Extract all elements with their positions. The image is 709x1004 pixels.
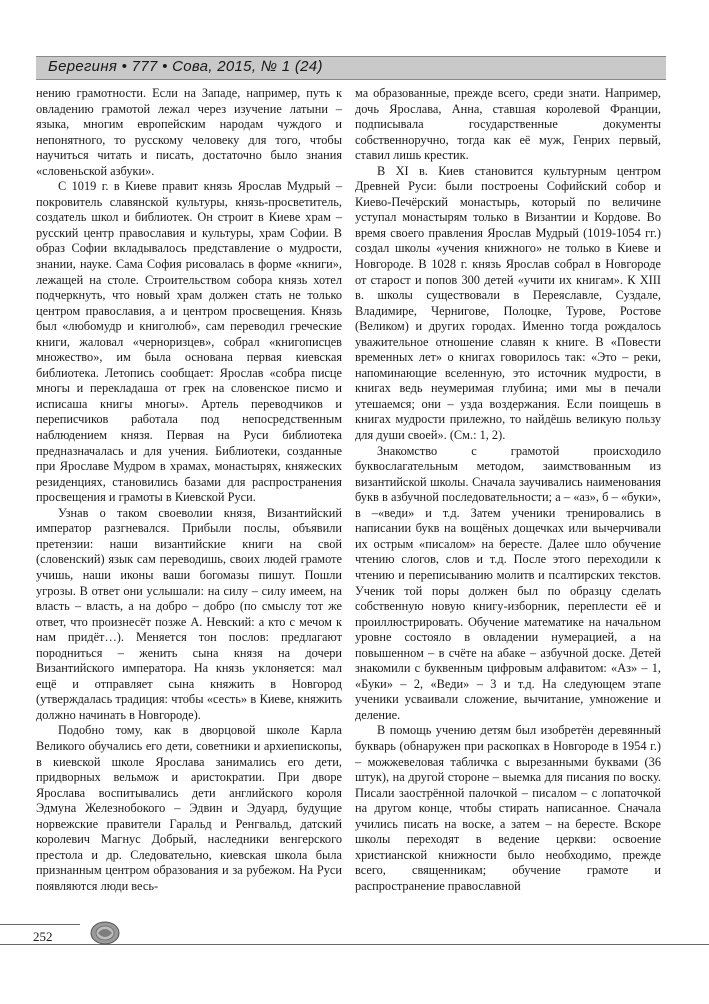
paragraph: С 1019 г. в Киеве правит князь Ярослав Мудрый – покровитель славянской культуры, князь-просветитель, создатель школ и библиотек. Он строит в Киеве храм – русский центр православия и культуры, храм Софии. В образ Софии вкладывалось представление о мудрости, знании, науке. Сама София рисовалась в форме «книги», лежащей на столе. Строительством собора князь хотел подчеркнуть, что новый храм должен стать не только центром православия, а и центром просвещения. Князь был «любомудр и книголюб», сам переводил греческие книги, жаловал «черноризцев», собрал «книгописцев множество», им была основана первая киевская библиотека. Летопись сообщает: Ярослав «собра писце многы и перекладаша от грек на словенское писмо и исписаша книгы многы». Артель переводчиков и переписчиков работала под непосредственным наблюдением князя. Первая на Руси библиотека предназначалась и для учения. Библиотеки, созданные при Ярославе Мудром в храмах, монастырях, княжеских резиденциях, становились базами для распространения просвещения и грамоты в Киевской Руси.	[36, 179, 342, 505]
right-column	[355, 86, 661, 894]
paragraph: нению грамотности. Если на Западе, например, путь к овладению грамотой лежал через изучение латыни – языка, многим европейским народам чуждого и непонятного, то русскому человеку для того, чтобы научиться читать и писать, достаточно было знания «словеньской азбуки».	[36, 86, 342, 178]
paragraph: В помощь учению детям был изобретён деревянный букварь (обнаружен при раскопках в Новгороде в 1954 г.) – можжевеловая табличка с вырезанными буквами (36 штук), на другой стороне – выемка для писания по воску. Писали заострённой палочкой – писалом – с лопаточкой на другом конце, чтобы стирать написанное. Сначала учились писать на воске, а затем – на бересте. Вскоре школы переходят в ведение церкви: освоение христианской книжности было необходимо, прежде всего, священникам; обучение грамоте и распространение православной	[355, 723, 661, 893]
page-number: 252	[33, 929, 53, 944]
paragraph: ма образованные, прежде всего, среди знати. Например, дочь Ярослава, Анна, ставшая королевой Франции, подписывала государственные документы собственноручно, тогда как её муж, Генрих первый, ставил лишь крестик.	[355, 86, 661, 163]
running-header	[36, 56, 666, 80]
paragraph: Знакомство с грамотой происходило буквослагательным методом, заимствованным из византийской школы. Сначала заучивались наименования букв в азбучной последовательности; а – «аз», б – «буки», в –«веди» и т.д. Затем ученики тренировались в написании букв на вощёных дощечках или вычерчивали их острым «писалом» на бересте. Далее шло обучение чтению слогов, слов и т.д. После этого переходили к чтению и переписыванию молитв и псалтирских текстов. Ученик той поры должен был по образцу сделать собственную новую книгу-изборник, переплести её и проиллюстрировать. Обучение математике на начальном уровне состояло в овладении нумерацией, а на повышенном – в счёте на абаке – азбучной доске. Детей знакомили с буквенным цифровым алфавитом: «Аз» – 1, «Буки» – 2, «Веди» – 3 и т.д. На следующем этапе ученики усваивали сложение, вычитание, умножение и деление.	[355, 443, 661, 722]
paragraph: В XI в. Киев становится культурным центром Древней Руси: были построены Софийский собор и Киево-Печёрский монастырь, который по величине уступал монастырям только в Византии и Кордове. Во время своего правления Ярослав Мудрый (1019-1054 гг.) создал школы «учения книжного» не только в Киеве и Новгороде. В 1028 г. князь Ярослав собрал в Новгороде от старост и попов 300 детей «учити их книгам». К XIII в. школы существовали в Переяславле, Суздале, Владимире, Чернигове, Полоцке, Турове, Ростове (Великом) и других городах. Именно тогда рождалось уважительное отношение славян к книге. В «Повести временных лет» о книгах говорилось так: «Это – реки, напоминающие вселенную, это источник мудрости, в книгах ведь неумеримая глубина; ими мы в печали утешаемся; они – узда воздержания. Если поищешь в книгах мудрости прилежно, то найдёшь великую пользу для души своей». (См.: 1, 2).	[355, 163, 661, 443]
journal-emblem-icon	[90, 921, 120, 945]
footer-rule-upper	[0, 924, 80, 925]
running-title: Берегиня • 777 • Сова, 2015, № 1 (24)	[48, 58, 323, 75]
left-column	[36, 86, 342, 894]
paragraph: Подобно тому, как в дворцовой школе Карла Великого обучались его дети, советники и архиепископы, в киевской школе Ярослава занимались его дети, придворных вельмож и аристократии. При дворе Ярослава воспитывались дети английского короля Эдмуна Железнобокого – Эдвин и Эдуард, будущие норвежские правители Гаральд и Ренгвальд, датский королевич Магнус Добрый, наследники венгерского престола и др. Следовательно, киевская школа была признанным центром образования и за рубежом. На Руси появляются люди весь-	[36, 723, 342, 893]
paragraph: Узнав о таком своеволии князя, Византийский император разгневался. Прибыли послы, объявили претензии: наши византийские книги на свой (словенский) язык сам переводишь, своих людей грамоте учишь, наши иконы ваши богомазы пишут. Пошли угрозы. В ответ они услышали: на силу – силу имеем, на власть – власть, а на добро – добро (по смыслу тот же ответ, что произнесёт позже А. Невский: а кто с мечом к нам придёт…). Меняется тон послов: предлагают породниться – женить сына князя на дочери Византийского императора. На князь уклоняется: мал ещё и отправляет сына княжить в Новгород (утверждалась традиция: чтобы «сесть» в Киеве, княжить должно начинать в Новгороде).	[36, 505, 342, 722]
